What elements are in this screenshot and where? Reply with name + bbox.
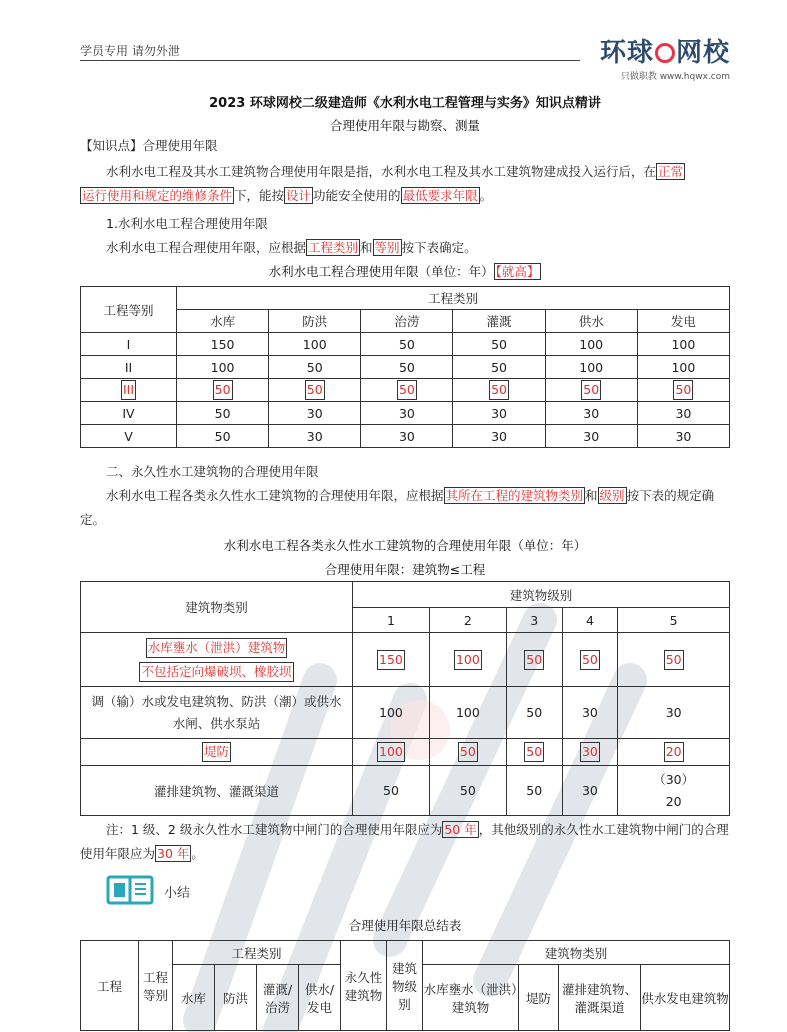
logo-name-a: 环球 — [599, 38, 654, 68]
summary-section — [106, 874, 306, 910]
highlight-maintenance: 运行使用和规定的维修条件 — [82, 188, 233, 203]
definition-paragraph: 水利水电工程及其水工建筑物合理使用年限是指，水利水电工程及其水工建筑物建成投入运行后，在 正常 运行使用和规定的维修条件 下，能按 设计 功能安全使用的 最低要求年限 。 — [82, 164, 684, 203]
brand-logo — [580, 38, 730, 84]
rule-paragraph-1: 水利水电工程合理使用年限，应根据 工程类别 和 等别 按下表确定。 — [106, 240, 477, 255]
logo-name-b: 网校 — [675, 38, 730, 68]
table-summary: 工程 工程等别 工程类别 永久性建筑物 建筑物级别 建筑物类别 水库 防洪 灌溉/治涝 供水/发电 水库壅水（泄洪）建筑物 堤防 灌排建筑物、灌溉渠道 供水发电建筑物 — [80, 940, 730, 1031]
table-row: II 100 50 50 50 100 100 — [81, 356, 730, 379]
th-col: 防洪 — [269, 310, 361, 333]
book-icon — [106, 874, 154, 906]
table-row: V 50 30 30 30 30 30 — [81, 425, 730, 448]
rule-paragraph-2: 水利水电工程各类永久性水工建筑物的合理使用年限，应根据 其所在工程的建筑物类别 和 级别 按下表的规定确定。 — [80, 488, 715, 527]
table2-caption-2: 合理使用年限：建筑物≤工程 — [324, 562, 486, 577]
th-col: 发电 — [637, 310, 729, 333]
highlight-eng-type: 工程类别 — [308, 240, 359, 255]
knowledge-heading: 【知识点】合理使用年限 — [80, 138, 218, 153]
table-service-life-engineering — [80, 286, 730, 448]
th-col: 治涝 — [361, 310, 453, 333]
table-row-highlight: 水库壅水（泄洪）建筑物 不包括定向爆破坝、橡胶坝 150 100 50 50 50 — [81, 633, 730, 687]
highlight-50-years: 50 年 — [444, 822, 477, 837]
table-row: 调（输）水或发电建筑物、防洪（潮）或供水 水闸、供水泵站 100 100 50 30 30 — [81, 687, 730, 739]
highlight-min-years: 最低要求年限 — [402, 188, 478, 203]
caption-tag-highest: 【就高】 — [495, 264, 540, 279]
note-paragraph: 注：1 级、2 级永久性水工建筑物中闸门的合理使用年限应为 50 年 ，其他级别的永久性水工建筑物中闸门的合理使用年限应为 30 年 。 — [80, 822, 729, 861]
confidential-tag: 学员专用 请勿外泄 — [80, 44, 180, 58]
header-rule — [80, 60, 580, 61]
th-col: 供水 — [545, 310, 637, 333]
highlight-level: 级别 — [599, 488, 625, 503]
table2-caption: 水利水电工程各类永久性水工建筑物的合理使用年限（单位：年） — [223, 538, 587, 553]
section2-heading: 二、永久性水工建筑物的合理使用年限 — [106, 464, 319, 479]
th-engineering-type: 工程类别 — [177, 287, 730, 310]
th-building-type: 建筑物类别 — [81, 582, 353, 633]
sub-heading-1: 1.水利水电工程合理使用年限 — [106, 216, 268, 231]
th-col: 5 — [618, 608, 730, 633]
highlight-normal: 正常 — [658, 164, 684, 179]
th-col: 灌溉 — [453, 310, 545, 333]
logo-subtitle: 只做职教 www.hqwx.com — [620, 72, 730, 82]
summary-table-caption: 合理使用年限总结表 — [348, 918, 462, 933]
th-col: 2 — [429, 608, 506, 633]
highlight-30-years: 30 年 — [157, 846, 190, 861]
document-title: 2023 环球网校二级建造师《水利水电工程管理与实务》知识点精讲 — [209, 96, 601, 111]
summary-label: 小结 — [164, 886, 191, 901]
th-building-level: 建筑物级别 — [353, 582, 730, 608]
th-col: 3 — [506, 608, 562, 633]
th-col: 1 — [353, 608, 430, 633]
th-col: 4 — [562, 608, 618, 633]
table-service-life-buildings — [80, 581, 730, 816]
th-col: 水库 — [177, 310, 269, 333]
page-header — [80, 38, 730, 88]
highlight-bldg-type: 其所在工程的建筑物类别 — [445, 488, 584, 503]
logo-ring-icon — [655, 43, 675, 63]
table-row-highlight: 堤防 100 50 50 30 20 — [81, 739, 730, 766]
highlight-design: 设计 — [286, 188, 312, 203]
table-row-highlight: III 50 50 50 50 50 50 — [81, 379, 730, 402]
th-engineering-grade: 工程等别 — [81, 287, 177, 333]
table-row: IV 50 30 30 30 30 30 — [81, 402, 730, 425]
highlight-grade: 等别 — [374, 240, 400, 255]
document-subtitle: 合理使用年限与勘察、测量 — [329, 118, 480, 133]
table-row: I 150 100 50 50 100 100 — [81, 333, 730, 356]
table-row: 灌排建筑物、灌溉渠道 50 50 50 30 （30） 20 — [81, 766, 730, 816]
table1-caption: 水利水电工程合理使用年限（单位：年） 【就高】 — [268, 264, 540, 279]
